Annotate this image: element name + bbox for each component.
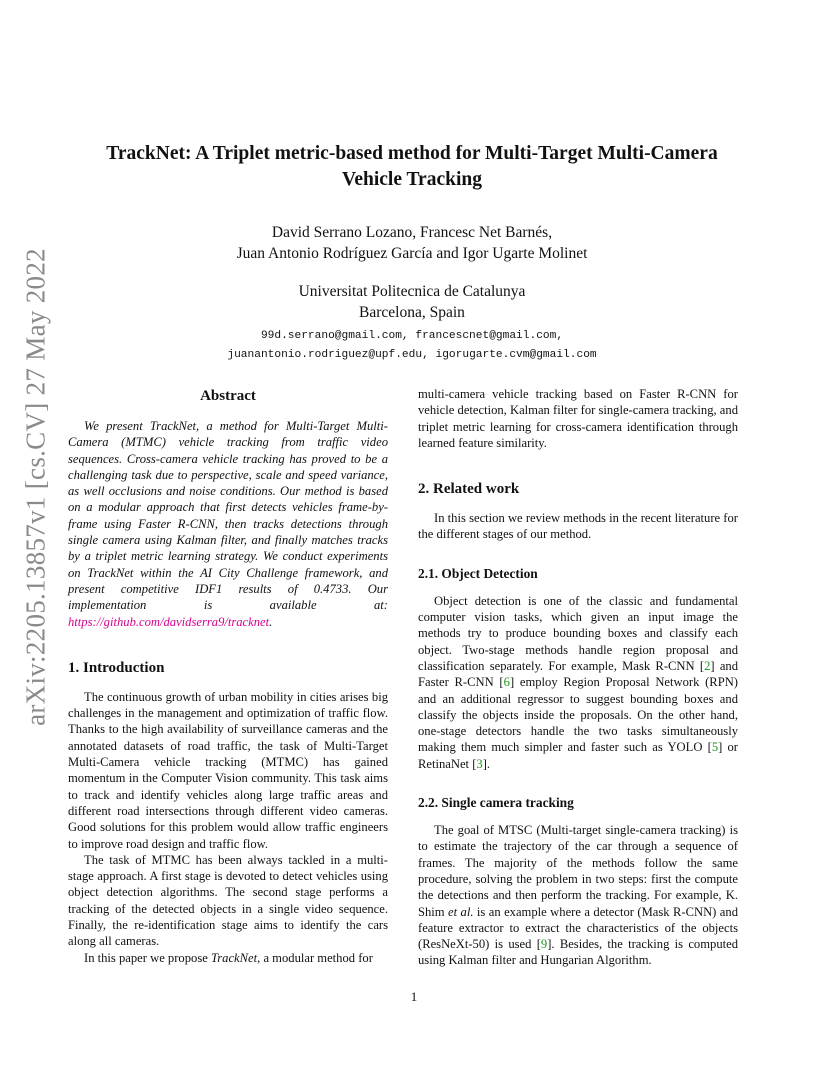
sc-text-3: ]. Besides, the tracking is computed using Kalman filter and Hungarian Algorithm. [418, 937, 738, 968]
od-text-5: ]. [482, 756, 491, 771]
author-list [60, 222, 764, 264]
affiliation-line-2: Barcelona, Spain [359, 304, 465, 321]
citation-link[interactable]: 6 [503, 675, 510, 690]
citation-link[interactable]: 2 [704, 658, 711, 673]
citation-link[interactable]: 9 [540, 937, 548, 952]
abstract-text [68, 418, 388, 630]
object-detection-paragraph [418, 593, 738, 772]
od-text-1: Object detection is one of the classic and fundamental computer vision tasks, which given an input image the methods try to produce bounding boxes and classify each object. Two-stage methods handle region proposal and classification separately. For example, Mask R-CNN [ [418, 593, 738, 673]
method-name: TrackNet [210, 950, 258, 965]
citation-link[interactable]: 3 [476, 756, 483, 771]
abstract-end: . [269, 614, 273, 629]
left-column [68, 386, 388, 966]
intro-p3-end: , a modular method for [257, 950, 373, 965]
od-text-4: ] or RetinaNet [ [418, 740, 738, 771]
sc-emphasis: et al. [448, 904, 474, 919]
section-heading-introduction: 1. Introduction [68, 659, 165, 676]
intro-paragraph-1: The continuous growth of urban mobility in cities arises big challenges in the management and optimization of traffic flow. Thanks to the high availability of surveillance cameras and the annotated datasets of road traffic, the task of Multi-Target Multi-Camera vehicle tracking (MTMC) has gained momentum in the Computer Vision community. This task aims to track and identify vehicles along large traffic areas and different road intersections through different video cameras. Good solutions for this problem would allow traffic engineers to improve road design and traffic flow. [68, 689, 388, 851]
repository-link[interactable]: https://github.com/davidserra9/tracknet [68, 614, 270, 629]
authors-line-2: Juan Antonio Rodríguez García and Igor Ugarte Molinet [236, 245, 588, 262]
od-text-2: ] and Faster R-CNN [ [418, 658, 738, 690]
emails-line-2: juanantonio.rodriguez@upf.edu, igorugarte.cvm@gmail.com [227, 349, 597, 361]
affiliation [60, 281, 764, 323]
intro-p3-start: In this paper we propose [84, 950, 211, 965]
authors-line-1: David Serrano Lozano, Francesc Net Barnés, [271, 224, 553, 241]
abstract-body: We present TrackNet, a method for Multi-Target Multi-Camera (MTMC) vehicle tracking from traffic video sequences. Cross-camera vehicle tracking has proved to be a challenging task due to perspective, scale and speed variance, as well occlusions and noise conditions. Our method is based on a modular approach that first detects vehicles frame-by-frame using Faster R-CNN, then tracks detections through single camera using Kalman filter, and finally matches tracks by a triplet metric learning strategy. We conduct experiments on TrackNet within the AI City Challenge framework, and present competitive IDF1 results of 0.4733. Our implementation is available at: [68, 419, 388, 613]
title-block [60, 141, 764, 365]
right-column [418, 386, 738, 969]
author-emails [60, 327, 764, 365]
page-number: 1 [410, 989, 418, 1004]
subsection-heading-single-camera-tracking: 2.2. Single camera tracking [418, 795, 574, 811]
paper-title [60, 141, 764, 193]
section-heading-related-work: 2. Related work [418, 481, 520, 498]
related-work-paragraph: In this section we review methods in the recent literature for the different stages of our method. [418, 511, 738, 542]
emails-line-1: 99d.serrano@gmail.com, francescnet@gmail.com, [260, 330, 564, 342]
sc-text-2: is an example where a detector (Mask R-CNN) and feature extractor to extract the characteristics of the objects (ResNeXt-50) is used [ [418, 904, 738, 952]
intro-continuation: multi-camera vehicle tracking based on Faster R-CNN for vehicle detection, Kalman filter for single-camera tracking, and triplet metric learning for cross-camera identification through learned feature similarity. [418, 387, 738, 450]
arxiv-stamp [16, 248, 56, 726]
subsection-heading-object-detection: 2.1. Object Detection [418, 565, 538, 581]
citation-link[interactable]: 5 [711, 740, 719, 755]
abstract-heading: Abstract [200, 388, 256, 404]
title-line-1: TrackNet: A Triplet metric-based method for Multi-Target Multi-Camera [106, 143, 718, 164]
arxiv-identifier: arXiv:2205.13857v1 [cs.CV] 27 May 2022 [20, 248, 51, 726]
single-camera-paragraph [418, 822, 738, 969]
od-text-3: ] employ Region Proposal Network (RPN) and an additional regressor to suggest bounding boxes and classify the objects inside the proposals. On the other hand, one-stage detectors handle the two tasks simultaneously making them much simpler and faster such as YOLO [ [418, 675, 739, 755]
intro-paragraph-2: The task of MTMC has been always tackled in a multi-stage approach. A first stage is devoted to detect vehicles using object detection algorithms. The second stage performs a tracking of the detected objects in a single video sequence. Finally, the re-identification stage aims to identify the cars along all cameras. [68, 852, 388, 949]
affiliation-line-1: Universitat Politecnica de Catalunya [298, 283, 526, 300]
title-line-2: Vehicle Tracking [342, 169, 482, 190]
sc-text-1: The goal of MTSC (Multi-target single-camera tracking) is to estimate the trajectory of the car through a sequence of frames. The majority of the methods follow the same procedure, solving the problem in two steps: first the compute the detections and then perform the tracking. For example, K. Shim [418, 823, 738, 919]
intro-paragraph-3 [68, 950, 388, 966]
